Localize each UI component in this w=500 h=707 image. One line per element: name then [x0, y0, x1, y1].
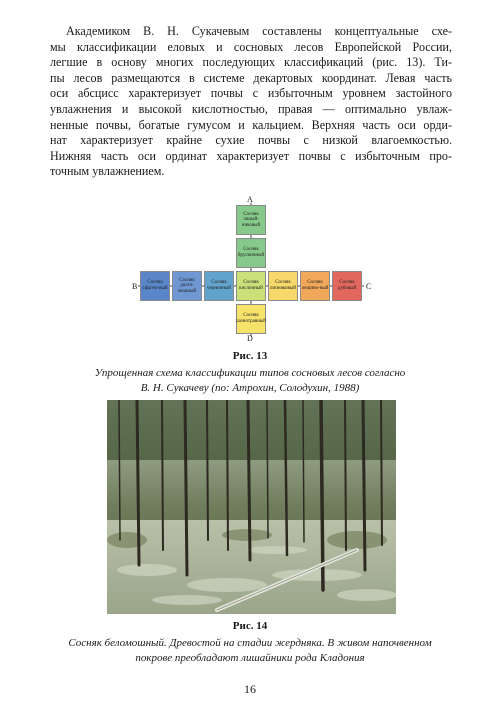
- figure-13-caption-line1: Упрощенная схема классификации типов сосновых лесов согласно: [94, 367, 406, 379]
- box-herb-pine: Сосняк разнотравный: [236, 304, 266, 334]
- box-longmoss-pine: Сосняк долго-мошный: [172, 271, 202, 301]
- box-oak-pine: Сосняк дубовый: [332, 271, 362, 301]
- box-oxalis-pine: Сосняк кисличный: [236, 271, 266, 301]
- box-linden-pine: Сосняк липняковый: [268, 271, 298, 301]
- figure-13-caption-line2: В. Н. Сукачеву (по: Атрохин, Солодухин, 1988): [140, 382, 360, 394]
- box-hazel-pine: Сосняк лещино-вый: [300, 271, 330, 301]
- forest-photo-illustration: [107, 400, 396, 614]
- axis-label-b: B: [132, 282, 138, 291]
- body-paragraph: [50, 24, 452, 180]
- figure-14-title: Рис. 14: [232, 620, 268, 632]
- body-line: Академиком В. Н. Сукачевым составлены концептуальные схе-: [66, 24, 452, 38]
- box-bilberry-pine: Сосняк черничный: [204, 271, 234, 301]
- box-lichen-pine: Сосняк лишай-никовый: [236, 205, 266, 235]
- figure-14-caption-line2: покрове преобладают лишайники рода Кладония: [135, 652, 365, 664]
- box-cowberry-pine: Сосняк брусничный: [236, 238, 266, 268]
- body-line: оси абсцисс характеризует почвы с избыточным уровнем застойного: [50, 86, 452, 101]
- body-line: ненные почвы, богатые гумусом и кальцием. Верхняя часть оси орди-: [50, 117, 452, 132]
- figure-14-caption-line1: Сосняк беломошный. Древостой на стадии жердняка. В живом напочвенном: [68, 637, 432, 649]
- body-line: увлажнения и высокой кислотностью, правая — оптимально увлаж-: [50, 101, 452, 116]
- body-line: пы лесов размещаются в системе декартовых координат. Левая часть: [50, 70, 452, 85]
- box-sphagnum-pine: Сосняк сфагно-вый: [140, 271, 170, 301]
- axis-label-a: A: [247, 195, 253, 204]
- figure-14-forest-photo: [107, 400, 396, 614]
- body-line: легшие в основу многих последующих классификаций (рис. 13). Ти-: [50, 55, 452, 70]
- body-line: нат характеризует крайне сухие почвы с низкой влагоемкостью.: [50, 133, 452, 148]
- body-line: Нижняя часть оси ординат характеризует почвы с избыточным про-: [50, 148, 452, 163]
- figure-13-title: Рис. 13: [232, 350, 268, 362]
- page-number: 16: [244, 682, 256, 696]
- body-line: мы классификации еловых и сосновых лесов Европейской России,: [50, 39, 452, 54]
- axis-label-d: D: [247, 334, 253, 343]
- axis-label-c: C: [366, 282, 372, 291]
- body-line: точным увлажнением.: [50, 164, 165, 179]
